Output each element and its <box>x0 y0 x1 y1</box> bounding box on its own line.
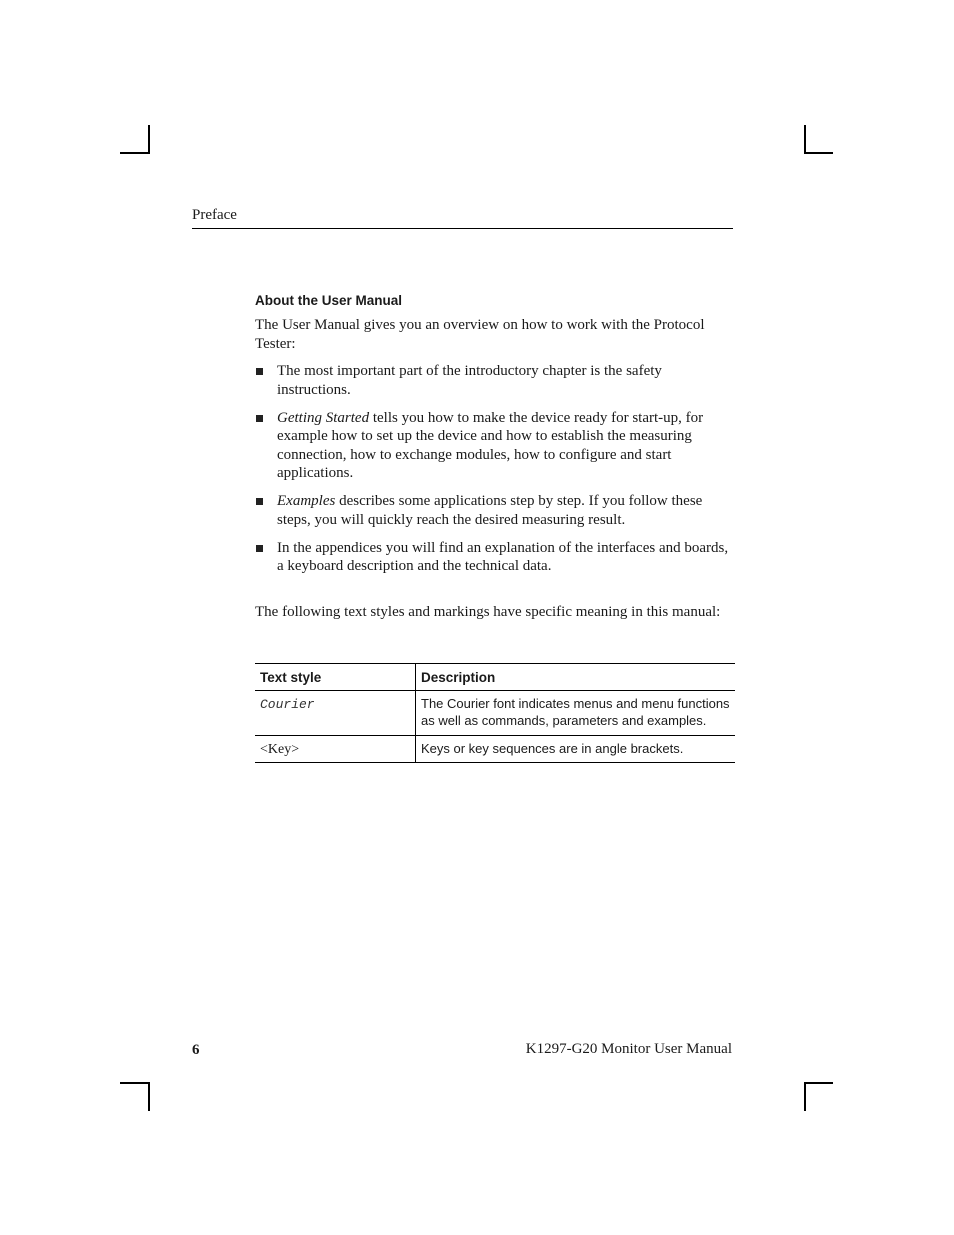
crop-mark-bottom-left-vertical <box>148 1082 150 1111</box>
chapter-title-getting-started: Getting Started <box>277 409 370 426</box>
text-style-table <box>255 663 735 763</box>
bullet-list <box>255 362 735 576</box>
list-item <box>255 362 735 399</box>
table-cell-style <box>255 691 416 736</box>
table-cell-description: The Courier font indicates menus and menu functions as well as commands, parameters and examples. <box>416 691 736 736</box>
square-bullet-icon <box>256 545 263 552</box>
table-header-row <box>255 664 735 691</box>
table-cell-style <box>255 736 416 763</box>
list-item <box>255 409 735 483</box>
crop-mark-top-left-vertical <box>148 125 150 153</box>
crop-mark-bottom-right-vertical <box>804 1082 806 1111</box>
page-number: 6 <box>192 1042 200 1058</box>
table-cell-description: Keys or key sequences are in angle brackets. <box>421 741 684 756</box>
table-row <box>255 736 735 763</box>
styles-intro-paragraph: The following text styles and markings have specific meaning in this manual: <box>255 603 721 620</box>
crop-mark-top-right-horizontal <box>804 152 833 154</box>
table-row <box>255 691 735 736</box>
crop-mark-top-left-horizontal <box>120 152 150 154</box>
square-bullet-icon <box>256 415 263 422</box>
list-item <box>255 539 735 576</box>
main-content <box>255 292 735 621</box>
square-bullet-icon <box>256 368 263 375</box>
header-rule <box>192 228 733 229</box>
courier-sample: Courier <box>260 697 315 712</box>
column-header-text-style: Text style <box>255 664 416 691</box>
square-bullet-icon <box>256 498 263 505</box>
running-header: Preface <box>192 207 237 223</box>
list-item <box>255 492 735 529</box>
chapter-title-examples: Examples <box>277 493 336 509</box>
section-heading: About the User Manual <box>255 293 403 308</box>
crop-mark-bottom-left-horizontal <box>120 1082 150 1084</box>
manual-title: K1297-G20 Monitor User Manual <box>525 1041 732 1057</box>
crop-mark-top-right-vertical <box>804 125 806 153</box>
key-sample: <Key> <box>260 742 300 757</box>
column-header-description: Description <box>416 664 736 691</box>
list-item-text: The most important part of the introductory chapter is the safety instructions. <box>277 363 662 398</box>
list-item-text: In the appendices you will find an explanation of the interfaces and boards, a keyboard description and the technical data. <box>277 539 729 574</box>
crop-mark-bottom-right-horizontal <box>804 1082 833 1084</box>
list-item-text: tells you how to make the device ready for start-up, for example how to set up the device and how to establish the measuring connection, how to exchange modules, how to configure and start applications. <box>277 409 704 481</box>
list-item-text: describes some applications step by step. If you follow these steps, you will quickly reach the desired measuring result. <box>277 493 703 528</box>
intro-paragraph: The User Manual gives you an overview on how to work with the Protocol Tester: <box>255 317 705 352</box>
